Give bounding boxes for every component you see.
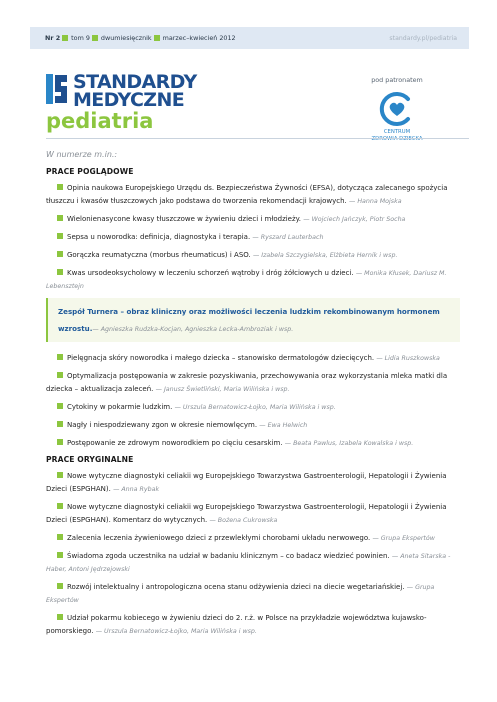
square-bullet-icon (57, 354, 63, 360)
article-title: Świadoma zgoda uczestnika na udział w badaniu klinicznym – co badacz wiedzieć powinien. (67, 552, 390, 560)
article-author: — Monika Kłusek, Dariusz M. Lebensztejn (46, 270, 447, 290)
featured-article-author: — Agnieszka Rudzka-Kocjan, Agnieszka Lecka-Ambroziak i wsp. (92, 326, 294, 333)
article-title: Opinia naukowa Europejskiego Urzędu ds. Bezpieczeństwa Żywności (EFSA), dotycząca zalecanego spożycia tłuszczu i kwasów tłuszczowych jako podstawa do tworzenia rekomendacji krajowych. (46, 184, 448, 205)
square-bullet-icon (57, 583, 63, 589)
centrum-zdrowia-dziecka-logo-icon (377, 90, 417, 128)
list-item[interactable] (46, 401, 460, 414)
square-bullet-icon (62, 35, 68, 41)
list-item[interactable] (46, 249, 460, 262)
article-author: — Grupa Ekspertów (372, 535, 435, 542)
patron-name-line1: CENTRUM (383, 129, 411, 135)
square-bullet-icon (57, 439, 63, 445)
article-title: Postępowanie ze zdrowym noworodkiem po cięciu cesarskim. (67, 439, 283, 447)
standardy-logo-icon (46, 74, 68, 104)
article-author: — Ryszard Lauterbach (252, 234, 324, 241)
article-author: — Anna Rybak (113, 486, 160, 493)
section-title-original: PRACE ORYGINALNE (46, 455, 134, 464)
article-title: Zalecenia leczenia żywieniowego dzieci z przewlekłymi chorobami układu nerwowego. (67, 534, 371, 542)
issue-info (45, 34, 236, 42)
list-item[interactable] (46, 267, 460, 293)
article-title: Gorączka reumatyczna (morbus rheumaticus) i ASO. (67, 251, 251, 259)
article-author: — Urszula Bernatowicz-Łojko, Maria Wilińska i wsp. (174, 404, 336, 411)
square-bullet-icon (57, 184, 63, 190)
frequency: dwumiesięcznik (100, 34, 152, 42)
table-of-contents (46, 150, 460, 643)
intro-text: W numerze m.in.: (46, 150, 118, 159)
website-link[interactable]: standardy.pl/pediatria (389, 34, 457, 42)
list-item[interactable] (46, 612, 460, 638)
list-item[interactable] (46, 581, 460, 607)
original-articles-list (46, 470, 460, 638)
article-author: — Hanna Mojska (349, 198, 402, 205)
article-author: — Bożena Cukrowska (209, 517, 278, 524)
issue-number: Nr 2 (45, 34, 61, 42)
article-title: Optymalizacja postępowania w zakresie pozyskiwania, przechowywania oraz wykorzystania mleka matki dla dziecka – aktualizacja zaleceń. (46, 372, 448, 393)
article-title: Cytokiny w pokarmie ludzkim. (67, 403, 173, 411)
review-articles-list-continued (46, 352, 460, 450)
square-bullet-icon (92, 35, 98, 41)
logo-text-medyczne: MEDYCZNE (73, 89, 185, 111)
featured-article-title: Zespół Turnera – obraz kliniczny oraz możliwości leczenia ludzkim rekombinowanym hormonem wzrostu. (58, 307, 440, 333)
list-item[interactable] (46, 370, 460, 396)
list-item[interactable] (46, 213, 460, 226)
article-title: Pielęgnacja skóry noworodka i małego dziecka – stanowisko dermatologów dziecięcych. (67, 354, 375, 362)
article-title: Nagły i niespodziewany zgon w okresie niemowlęcym. (67, 421, 258, 429)
period: marzec–kwiecień 2012 (162, 34, 236, 42)
list-item[interactable] (46, 470, 460, 496)
review-articles-list (46, 182, 460, 293)
article-author: — Wojciech Jańczyk, Piotr Socha (303, 216, 406, 223)
square-bullet-icon (57, 403, 63, 409)
patron-label: pod patronatem (371, 76, 423, 84)
list-item[interactable] (46, 532, 460, 545)
article-author: — Beata Pawlus, Izabela Kowalska i wsp. (284, 440, 414, 447)
list-item[interactable] (46, 182, 460, 208)
square-bullet-icon (57, 269, 63, 275)
list-item[interactable] (46, 437, 460, 450)
article-title: Wielonienasycone kwasy tłuszczowe w żywieniu dzieci i młodzieży. (67, 215, 302, 223)
square-bullet-icon (57, 614, 63, 620)
square-bullet-icon (57, 472, 63, 478)
square-bullet-icon (57, 372, 63, 378)
volume: tom 9 (71, 34, 90, 42)
masthead (30, 60, 469, 142)
square-bullet-icon (57, 233, 63, 239)
article-author: — Ewa Helwich (259, 422, 308, 429)
logo-text-standardy: STANDARDY (73, 71, 197, 93)
square-bullet-icon (57, 503, 63, 509)
article-author: — Urszula Bernatowicz-Łojko, Maria Wilińska i wsp. (95, 628, 257, 635)
patron-name (352, 129, 442, 142)
article-title: Kwas ursodeoksycholowy w leczeniu schorzeń wątroby i dróg żółciowych u dzieci. (67, 269, 354, 277)
article-author: — Izabela Szczygielska, Elżbieta Hernik i wsp. (252, 252, 398, 259)
featured-article[interactable] (46, 298, 460, 342)
square-bullet-icon (57, 552, 63, 558)
list-item[interactable] (46, 501, 460, 527)
article-author: — Aneta Sitarska - Haber, Antoni Jędrzejowski (46, 553, 451, 573)
list-item[interactable] (46, 550, 460, 576)
list-item[interactable] (46, 231, 460, 244)
article-title: Nowe wytyczne diagnostyki celiakii wg Europejskiego Towarzystwa Gastroenterologii, Hepatologii i Żywienia Dzieci (ESPGHAN). Komentarz do wytycznych. (46, 503, 447, 524)
article-author: — Grupa Ekspertów (46, 584, 435, 604)
article-title: Nowe wytyczne diagnostyki celiakii wg Europejskiego Towarzystwa Gastroenterologii, Hepatologii i Żywienia Dzieci (ESPGHAN). (46, 472, 447, 493)
header-divider (46, 138, 469, 139)
square-bullet-icon (57, 251, 63, 257)
square-bullet-icon (57, 421, 63, 427)
article-author: — Lidia Ruszkowska (376, 355, 440, 362)
article-title: Udział pokarmu kobiecego w żywieniu dzieci do 2. r.ż. w Polsce na przykładzie województwa kujawsko-pomorskiego. (46, 614, 427, 635)
patronage (352, 76, 442, 142)
article-title: Rozwój intelektualny i antropologiczna ocena stanu odżywienia dzieci na diecie wegetariańskiej. (67, 583, 405, 591)
top-bar (30, 27, 469, 49)
square-bullet-icon (57, 215, 63, 221)
square-bullet-icon (57, 534, 63, 540)
section-title-review: PRACE POGLĄDOWE (46, 167, 134, 176)
journal-title: pediatria (46, 109, 154, 133)
article-author: — Janusz Świetliński, Maria Wilińska i wsp. (155, 386, 290, 393)
square-bullet-icon (154, 35, 160, 41)
list-item[interactable] (46, 419, 460, 432)
article-title: Sepsa u noworodka: definicja, diagnostyka i terapia. (67, 233, 251, 241)
list-item[interactable] (46, 352, 460, 365)
